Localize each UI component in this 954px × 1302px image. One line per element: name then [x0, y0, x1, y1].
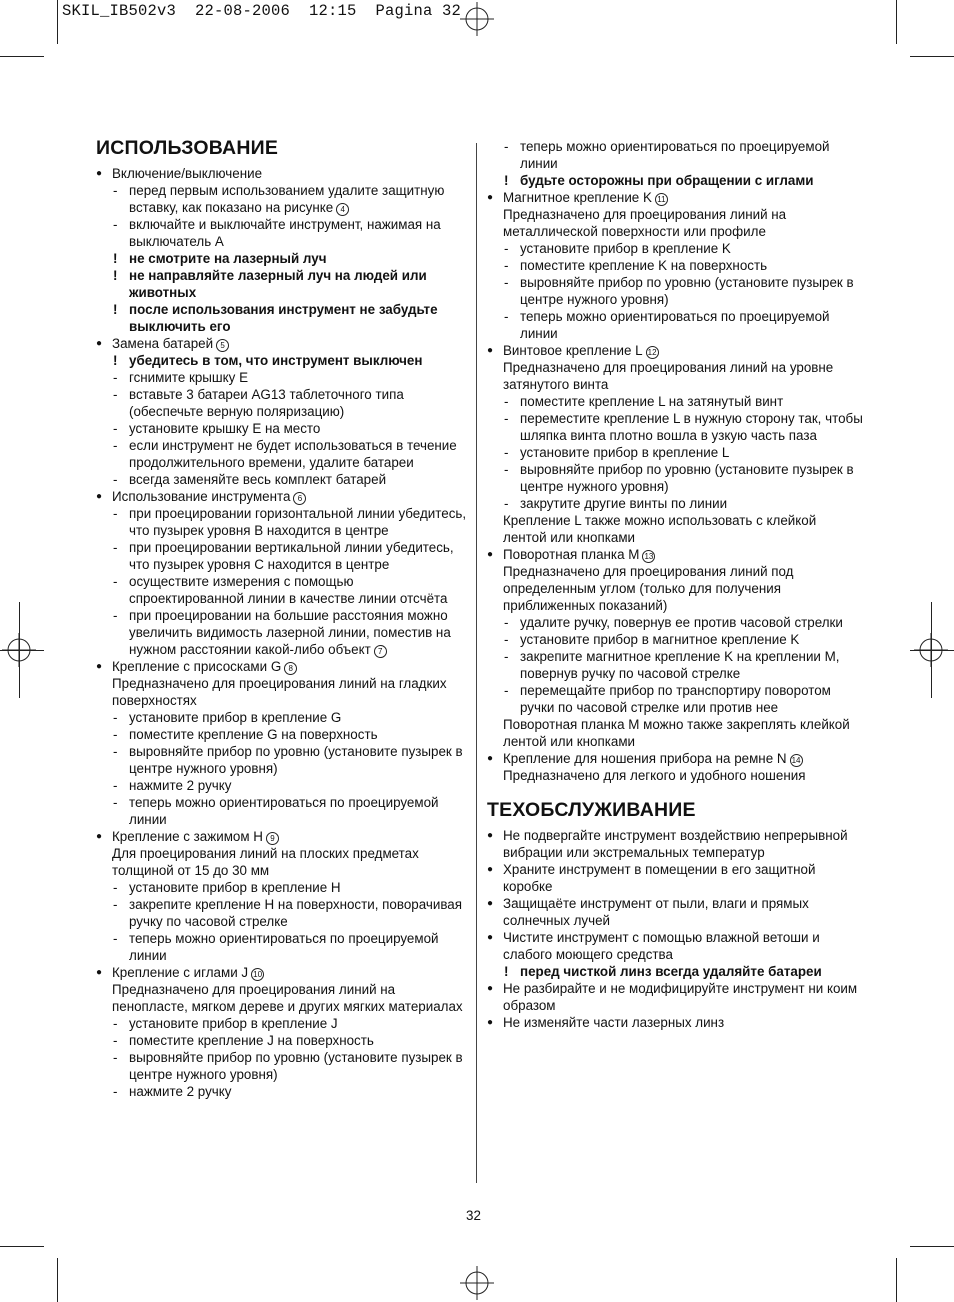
dash-item [96, 1015, 468, 1032]
item-text: установите прибор в крепление K [520, 241, 731, 256]
dash-item [96, 1032, 468, 1049]
dash-item [487, 444, 863, 461]
item-text: нажмите 2 ручку [129, 1084, 232, 1099]
dash-item [96, 607, 468, 658]
item-text: выровняйте прибор по уровню (установите пузырек в центре нужного уровня) [520, 462, 854, 494]
bullet-item [96, 335, 468, 352]
crop-mark [910, 650, 954, 651]
dash-marker: - [113, 931, 118, 946]
dash-marker: - [113, 897, 118, 912]
bullet-item [487, 342, 863, 359]
item-text: перемещайте прибор по транспортиру поворотом ручки по часовой стрелке или против нее [520, 683, 831, 715]
dash-item [487, 614, 863, 631]
item-text: выровняйте прибор по уровню (установите пузырек в центре нужного уровня) [129, 744, 463, 776]
warning-item [487, 172, 863, 189]
dash-marker: - [113, 387, 118, 402]
dash-marker: - [113, 727, 118, 742]
crop-mark [931, 602, 932, 698]
dash-marker: - [113, 1033, 118, 1048]
bullet-item [487, 895, 863, 929]
crop-mark [57, 0, 58, 44]
item-text: Замена батарей [112, 336, 214, 351]
left-column [96, 137, 468, 1100]
bullet-item [487, 750, 863, 767]
dash-marker: - [504, 139, 509, 154]
bullet-icon: ● [487, 932, 494, 943]
dash-marker: - [113, 1050, 118, 1065]
figure-ref-number: 10 [251, 968, 264, 981]
bullet-icon: ● [487, 192, 494, 203]
dash-marker: - [113, 421, 118, 436]
item-text: теперь можно ориентироваться по проецируемой линии [520, 139, 830, 171]
warning-icon: ! [113, 302, 118, 317]
bullet-item [96, 165, 468, 182]
warning-item [96, 301, 468, 335]
dash-item [96, 930, 468, 964]
bullet-item [487, 980, 863, 1014]
dash-item [96, 879, 468, 896]
figure-ref-number: 9 [266, 832, 279, 845]
item-text: осуществите измерения с помощью спроектированной линии в качестве линии отсчёта [129, 574, 448, 606]
maintenance-list [487, 827, 863, 1031]
item-text: нажмите 2 ручку [129, 778, 232, 793]
dash-marker: - [504, 258, 509, 273]
item-text: выровняйте прибор по уровню (установите пузырек в центре нужного уровня) [520, 275, 854, 307]
bullet-icon: ● [487, 864, 494, 875]
warning-icon: ! [504, 964, 509, 979]
item-text: перед первым использованием удалите защитную вставку, как показано на рисунке [129, 183, 445, 215]
dash-item [96, 505, 468, 539]
dash-item [96, 386, 468, 420]
bullet-item [96, 488, 468, 505]
dash-marker: - [504, 394, 509, 409]
dash-marker: - [504, 309, 509, 324]
bullet-item [96, 828, 468, 845]
warning-icon: ! [504, 173, 509, 188]
dash-marker: - [504, 462, 509, 477]
figure-ref-number: 14 [790, 754, 803, 767]
item-text: теперь можно ориентироваться по проецируемой линии [129, 795, 439, 827]
description-text [487, 512, 863, 546]
item-text: включайте и выключайте инструмент, нажимая на выключатель A [129, 217, 441, 249]
page-number: 32 [466, 1208, 481, 1223]
dash-item [96, 216, 468, 250]
bullet-item [487, 189, 863, 206]
dash-marker: - [113, 370, 118, 385]
description-text [487, 206, 863, 240]
dash-marker: - [113, 574, 118, 589]
bullet-item [487, 929, 863, 963]
figure-ref-number: 5 [216, 339, 229, 352]
warning-icon: ! [113, 353, 118, 368]
dash-marker: - [113, 744, 118, 759]
item-text: Для проецирования линий на плоских предметах толщиной от 15 до 30 мм [112, 846, 419, 878]
bullet-icon: ● [487, 753, 494, 764]
dash-item [487, 648, 863, 682]
dash-item [96, 369, 468, 386]
dash-item [487, 274, 863, 308]
dash-item [487, 257, 863, 274]
dash-marker: - [504, 649, 509, 664]
dash-item [96, 743, 468, 777]
item-text: поместите крепление L на затянутый винт [520, 394, 784, 409]
bullet-item [96, 658, 468, 675]
dash-item [487, 240, 863, 257]
dash-item [487, 410, 863, 444]
section-title-usage: ИСПОЛЬЗОВАНИЕ [96, 137, 279, 159]
item-text: поместите крепление G на поверхность [129, 727, 378, 742]
item-text: закрутите другие винты по линии [520, 496, 728, 511]
item-text: вставьте 3 батареи AG13 таблеточного типа (обеспечьте верную поляризацию) [129, 387, 404, 419]
bullet-item [487, 827, 863, 861]
bullet-icon: ● [487, 1017, 494, 1028]
dash-marker: - [113, 438, 118, 453]
crop-mark [910, 1246, 954, 1247]
dash-item [96, 794, 468, 828]
item-text: закрепите магнитное крепление K на креплении M, повернув ручку по часовой стрелке [520, 649, 840, 681]
dash-marker: - [113, 506, 118, 521]
dash-item [487, 461, 863, 495]
item-text: выровняйте прибор по уровню (установите пузырек в центре нужного уровня) [129, 1050, 463, 1082]
item-text: Предназначено для проецирования линий на металлической поверхности или профиле [503, 207, 787, 239]
bullet-icon: ● [487, 549, 494, 560]
dash-item [96, 777, 468, 794]
item-text: Чистите инструмент с помощью влажной ветоши и слабого моющего средства [503, 930, 820, 962]
dash-item [96, 1083, 468, 1100]
dash-item [487, 393, 863, 410]
figure-ref-number: 6 [293, 492, 306, 505]
crop-mark [19, 602, 20, 698]
dash-item [96, 1049, 468, 1083]
dash-marker: - [504, 445, 509, 460]
item-text: Не подвергайте инструмент воздействию непрерывной вибрации или экстремальных температур [503, 828, 848, 860]
item-text: установите прибор в крепление H [129, 880, 341, 895]
usage-list-continued [487, 138, 863, 784]
item-text: Защищаёте инструмент от пыли, влаги и прямых солнечных лучей [503, 896, 809, 928]
dash-marker: - [504, 496, 509, 511]
item-text: убедитесь в том, что инструмент выключен [129, 353, 423, 368]
crop-mark [57, 1258, 58, 1302]
dash-marker: - [504, 241, 509, 256]
figure-ref-number: 13 [642, 550, 655, 563]
figure-ref-number: 4 [336, 203, 349, 216]
item-text: установите крышку E на место [129, 421, 321, 436]
item-text: Крепление с зажимом H [112, 829, 263, 844]
figure-ref-number: 11 [655, 193, 668, 206]
dash-marker: - [113, 1016, 118, 1031]
dash-marker: - [504, 411, 509, 426]
dash-marker: - [113, 183, 118, 198]
dash-marker: - [504, 632, 509, 647]
item-text: после использования инструмент не забудьте выключить его [129, 302, 438, 334]
bullet-icon: ● [487, 898, 494, 909]
bullet-item [487, 546, 863, 563]
item-text: Магнитное крепление K [503, 190, 652, 205]
item-text: теперь можно ориентироваться по проецируемой линии [129, 931, 439, 963]
item-text: Крепление с присосками G [112, 659, 282, 674]
figure-ref-number: 8 [284, 662, 297, 675]
dash-marker: - [113, 778, 118, 793]
dash-marker: - [113, 540, 118, 555]
dash-marker: - [113, 472, 118, 487]
item-text: при проецировании горизонтальной линии убедитесь, что пузырек уровня B находится в центре [129, 506, 467, 538]
crop-mark [0, 1246, 44, 1247]
dash-item [487, 631, 863, 648]
figure-ref-number: 7 [374, 645, 387, 658]
item-text: закрепите крепление H на поверхности, поворачивая ручку по часовой стрелке [129, 897, 462, 929]
figure-ref-number: 12 [646, 346, 659, 359]
dash-item [96, 573, 468, 607]
bullet-icon: ● [96, 338, 103, 349]
warning-icon: ! [113, 251, 118, 266]
item-text: Винтовое крепление L [503, 343, 643, 358]
crop-mark [896, 1258, 897, 1302]
item-text: поместите крепление K на поверхность [520, 258, 768, 273]
dash-marker: - [504, 683, 509, 698]
warning-item [96, 352, 468, 369]
item-text: Крепление для ношения прибора на ремне N [503, 751, 787, 766]
item-text: Поворотная планка M можно также закреплять клейкой лентой или кнопками [503, 717, 850, 749]
item-text: поместите крепление J на поверхность [129, 1033, 374, 1048]
dash-marker: - [113, 217, 118, 232]
bullet-icon: ● [487, 345, 494, 356]
description-text [96, 845, 468, 879]
warning-item [487, 963, 863, 980]
item-text: удалите ручку, повернув ее против часовой стрелки [520, 615, 843, 630]
dash-marker: - [504, 275, 509, 290]
item-text: Предназначено для проецирования линий под определенным углом (только для получения приближенных показаний) [503, 564, 794, 613]
item-text: при проецировании на большие расстояния можно увеличить видимость лазерной линии, поместив на нужном расстоянии какой-либо объект [129, 608, 451, 657]
item-text: не смотрите на лазерный луч [129, 251, 327, 266]
item-text: не направляйте лазерный луч на людей или животных [129, 268, 427, 300]
dash-item [487, 308, 863, 342]
registration-mark-icon [460, 1266, 494, 1300]
dash-item [487, 682, 863, 716]
usage-list [96, 165, 468, 1100]
item-text: теперь можно ориентироваться по проецируемой линии [520, 309, 830, 341]
item-text: установите прибор в крепление J [129, 1016, 338, 1031]
bullet-item [96, 964, 468, 981]
description-text [487, 716, 863, 750]
description-text [487, 563, 863, 614]
item-text: при проецировании вертикальной линии убедитесь, что пузырек уровня C находится в центре [129, 540, 454, 572]
right-column [487, 138, 863, 1031]
dash-item [487, 138, 863, 172]
item-text: переместите крепление L в нужную сторону так, чтобы шляпка винта плотно вошла в узкую часть паза [520, 411, 863, 443]
item-text: Включение/выключение [112, 166, 263, 181]
registration-mark-icon [460, 2, 494, 36]
item-text: если инструмент не будет использоваться в течение продолжительного времени, удалите батареи [129, 438, 457, 470]
print-header: SKIL_IB502v3 22-08-2006 12:15 Pagina 32 [62, 2, 462, 20]
description-text [487, 359, 863, 393]
bullet-icon: ● [96, 491, 103, 502]
item-text: перед чисткой линз всегда удаляйте батареи [520, 964, 822, 979]
dash-item [96, 437, 468, 471]
item-text: Крепление с иглами J [112, 965, 249, 980]
dash-marker: - [113, 710, 118, 725]
item-text: Предназначено для легкого и удобного ношения [503, 768, 806, 783]
crop-mark [896, 0, 897, 44]
dash-item [96, 182, 468, 216]
warning-item [96, 250, 468, 267]
dash-item [96, 726, 468, 743]
dash-marker: - [504, 615, 509, 630]
item-text: Не изменяйте части лазерных линз [503, 1015, 725, 1030]
item-text: Крепление L также можно использовать с клейкой лентой или кнопками [503, 513, 817, 545]
bullet-item [487, 1014, 863, 1031]
item-text: будьте осторожны при обращении с иглами [520, 173, 814, 188]
warning-icon: ! [113, 268, 118, 283]
dash-item [96, 896, 468, 930]
item-text: Храните инструмент в помещении в его защитной коробке [503, 862, 816, 894]
dash-item [96, 539, 468, 573]
item-text: установите прибор в крепление L [520, 445, 730, 460]
dash-marker: - [113, 880, 118, 895]
item-text: Предназначено для проецирования линий на пенопласте, мягком дереве и других мягких материалах [112, 982, 463, 1014]
description-text [96, 675, 468, 709]
dash-item [96, 709, 468, 726]
item-text: Предназначено для проецирования линий на уровне затянутого винта [503, 360, 834, 392]
bullet-icon: ● [96, 168, 103, 179]
bullet-item [487, 861, 863, 895]
dash-item [487, 495, 863, 512]
item-text: гснимите крышку E [129, 370, 249, 385]
dash-item [96, 471, 468, 488]
item-text: всегда заменяйте весь комплект батарей [129, 472, 387, 487]
dash-marker: - [113, 1084, 118, 1099]
bullet-icon: ● [487, 830, 494, 841]
dash-marker: - [113, 795, 118, 810]
item-text: Предназначено для проецирования линий на гладких поверхностях [112, 676, 447, 708]
crop-mark [910, 56, 954, 57]
bullet-icon: ● [96, 831, 103, 842]
bullet-icon: ● [96, 967, 103, 978]
crop-mark [0, 650, 44, 651]
bullet-icon: ● [487, 983, 494, 994]
warning-item [96, 267, 468, 301]
item-text: установите прибор в магнитное крепление K [520, 632, 800, 647]
bullet-icon: ● [96, 661, 103, 672]
description-text [487, 767, 863, 784]
item-text: Использование инструмента [112, 489, 291, 504]
item-text: Поворотная планка M [503, 547, 640, 562]
dash-item [96, 420, 468, 437]
item-text: Не разбирайте и не модифицируйте инструмент ни коим образом [503, 981, 858, 1013]
dash-marker: - [113, 608, 118, 623]
crop-mark [0, 56, 44, 57]
column-divider [476, 143, 477, 1183]
description-text [96, 981, 468, 1015]
section-title-maintenance: ТЕХОБСЛУЖИВАНИЕ [487, 799, 696, 821]
item-text: установите прибор в крепление G [129, 710, 342, 725]
